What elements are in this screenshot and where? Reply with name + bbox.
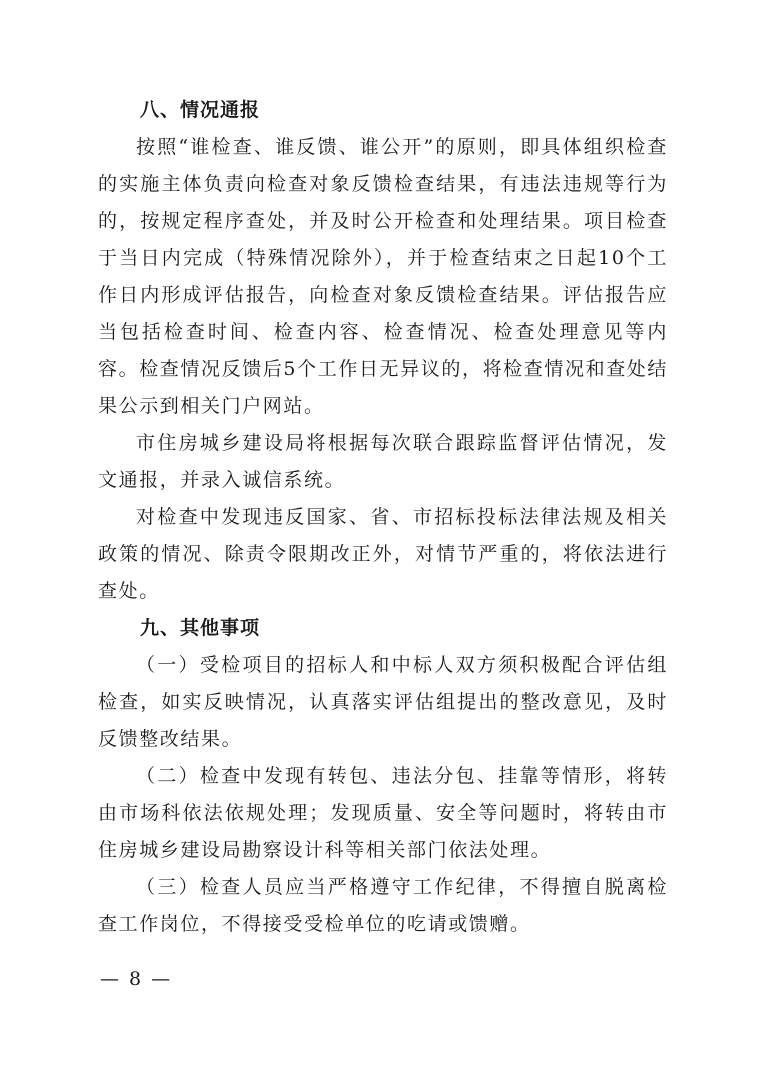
section-8-paragraph-1: 按照“谁检查、谁反馈、谁公开”的原则，即具体组织检查的实施主体负责向检查对象反馈检查结果，有违法违规等行为的，按规定程序查处，并及时公开检查和处理结果。项目检查于当日内完成（特殊情况除外），并于检查结束之日起10个工作日内形成评估报告，向检查对象反馈检查结果。评估报告应当包括检查时间、检查内容、检查情况、检查处理意见等内容。检查情况反馈后5个工作日无异议的，将检查情况和查处结果公示到相关门户网站。 [98, 136, 668, 417]
section-9-paragraph-1: （一）受检项目的招标人和中标人双方须积极配合评估组检查，如实反映情况，认真落实评估组提出的整改意见，及时反馈整改结果。 [98, 654, 668, 750]
document-page [98, 92, 668, 943]
section-9-paragraph-3: （三）检查人员应当严格遵守工作纪律，不得擅自脱离检查工作岗位，不得接受受检单位的吃请或馈赠。 [98, 876, 668, 935]
section-8-heading: 八、情况通报 [140, 99, 261, 121]
section-8-paragraph-3: 对检查中发现违反国家、省、市招标投标法律法规及相关政策的情况、除责令限期改正外，对情节严重的，将依法进行查处。 [98, 506, 668, 602]
section-9-heading: 九、其他事项 [140, 617, 261, 639]
section-9-paragraph-2: （二）检查中发现有转包、违法分包、挂靠等情形，将转由市场科依法依规处理；发现质量、安全等问题时，将转由市住房城乡建设局勘察设计科等相关部门依法处理。 [98, 765, 668, 861]
page-number: — 8 — [100, 968, 173, 990]
section-8-paragraph-2: 市住房城乡建设局将根据每次联合跟踪监督评估情况，发文通报，并录入诚信系统。 [98, 432, 668, 491]
